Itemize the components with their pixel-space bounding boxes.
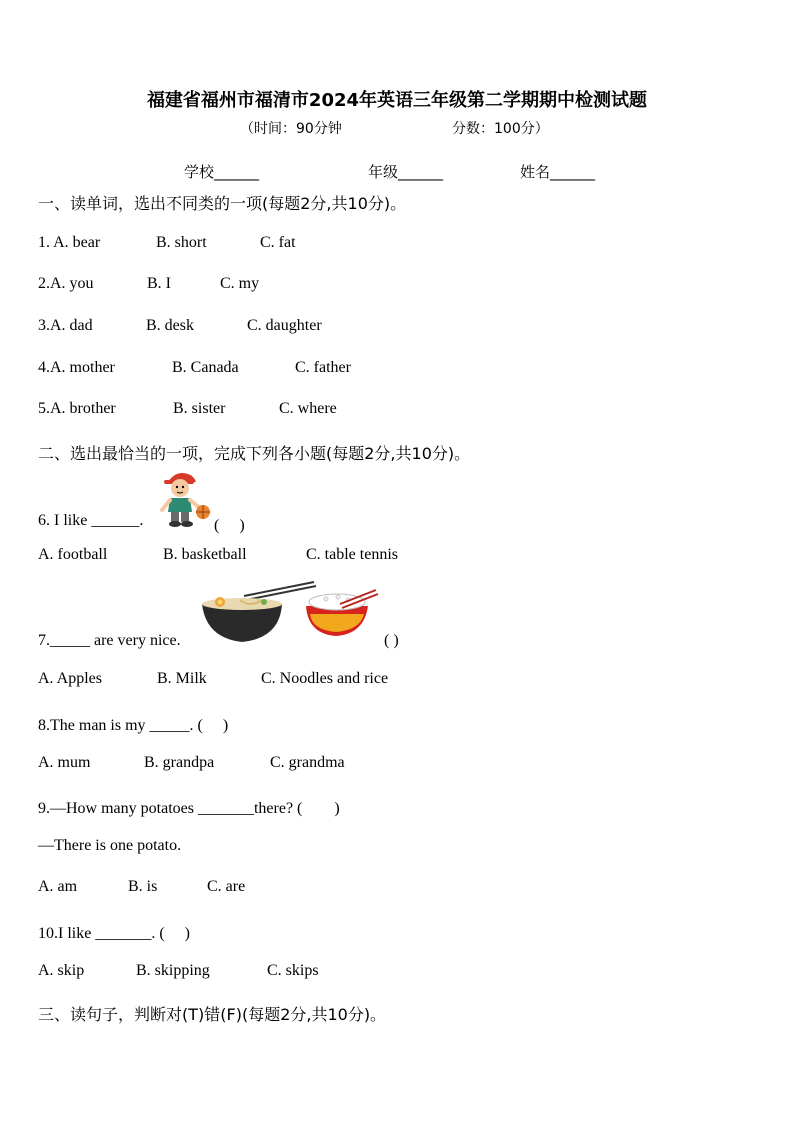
q6-stem: 6. I like ______.: [38, 512, 144, 529]
q9-option-a: A. am: [38, 878, 78, 895]
q1-option-c: C. fat: [260, 234, 296, 251]
noodles-rice-illustration: [200, 578, 380, 648]
q4-option-a: 4.A. mother: [38, 359, 115, 376]
q9-option-c: C. are: [207, 878, 246, 895]
q5-option-a: 5.A. brother: [38, 400, 116, 417]
section-2-title: 二、选出最恰当的一项，完成下列各小题(每题2分,共10分)。: [38, 444, 471, 463]
q5-option-b: B. sister: [173, 400, 226, 417]
exam-time: （时间：90分钟: [240, 121, 342, 137]
q10-stem: 10.I like _______. ( ): [38, 925, 190, 942]
q3-option-b: B. desk: [146, 317, 194, 334]
boy-basketball-illustration: [156, 468, 212, 530]
q6-option-c: C. table tennis: [306, 546, 398, 563]
q2-option-b: B. I: [147, 275, 171, 292]
q2-option-a: 2.A. you: [38, 275, 94, 292]
q7-option-c: C. Noodles and rice: [261, 670, 389, 687]
q4-option-c: C. father: [295, 359, 351, 376]
q9-answer-line: —There is one potato.: [38, 837, 182, 854]
exam-score: 分数：100分）: [452, 121, 549, 137]
q6-answer-paren[interactable]: ( ): [214, 517, 245, 534]
q4-option-b: B. Canada: [172, 359, 239, 376]
q6-option-a: A. football: [38, 546, 108, 563]
grade-field[interactable]: 年级______: [368, 163, 444, 181]
q7-answer-paren[interactable]: ( ): [384, 632, 399, 649]
q2-option-c: C. my: [220, 275, 260, 292]
q3-option-a: 3.A. dad: [38, 317, 93, 334]
q7-option-b: B. Milk: [157, 670, 207, 687]
name-field[interactable]: 姓名______: [520, 163, 596, 181]
page-title: 福建省福州市福清市2024年英语三年级第二学期期中检测试题: [146, 90, 648, 111]
q8-stem: 8.The man is my _____. ( ): [38, 717, 229, 734]
q10-option-c: C. skips: [267, 962, 319, 979]
q10-option-a: A. skip: [38, 962, 85, 979]
q8-option-c: C. grandma: [270, 754, 345, 771]
q9-stem: 9.—How many potatoes _______there? ( ): [38, 800, 340, 817]
q1-option-b: B. short: [156, 234, 207, 251]
q7-option-a: A. Apples: [38, 670, 102, 687]
q6-option-b: B. basketball: [163, 546, 247, 563]
q8-option-a: A. mum: [38, 754, 91, 771]
q9-option-b: B. is: [128, 878, 158, 895]
section-1-title: 一、读单词，选出不同类的一项(每题2分,共10分)。: [38, 194, 407, 213]
q1-option-a: 1. A. bear: [38, 234, 101, 251]
q10-option-b: B. skipping: [136, 962, 210, 979]
school-field[interactable]: 学校______: [184, 163, 260, 181]
q3-option-c: C. daughter: [247, 317, 322, 334]
q8-option-b: B. grandpa: [144, 754, 215, 771]
section-3-title: 三、读句子，判断对(T)错(F)(每题2分,共10分)。: [38, 1005, 387, 1024]
q5-option-c: C. where: [279, 400, 337, 417]
q7-stem: 7._____ are very nice.: [38, 632, 181, 649]
